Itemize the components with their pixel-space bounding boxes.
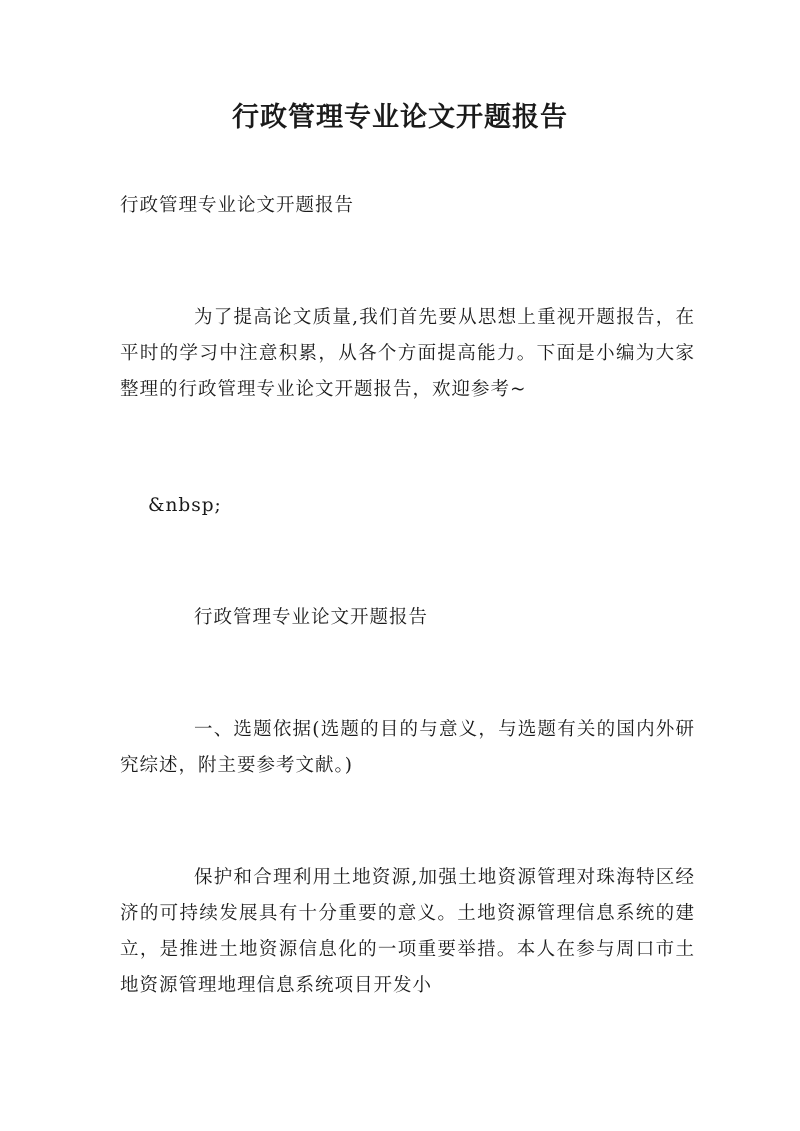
document-title: 行政管理专业论文开题报告 bbox=[232, 102, 568, 133]
intro-paragraph: 为了提高论文质量,我们首先要从思想上重视开题报告，在平时的学习中注意积累，从各个方面提高能力。下面是小编为大家整理的行政管理专业论文开题报告，欢迎参考~ bbox=[120, 307, 695, 400]
basis-paragraph: 一、选题依据(选题的目的与意义，与选题有关的国内外研究综述，附主要参考文献。) bbox=[120, 719, 695, 776]
document-subtitle: 行政管理专业论文开题报告 bbox=[120, 195, 355, 216]
nbsp-line: &nbsp; bbox=[148, 495, 222, 516]
body-paragraph: 保护和合理利用土地资源,加强土地资源管理对珠海特区经济的可持续发展具有十分重要的意义。土地资源管理信息系统的建立，是推进土地资源信息化的一项重要举措。本人在参与周口市土地资源管理地理信息系统项目开发小 bbox=[120, 867, 695, 996]
section-heading: 行政管理专业论文开题报告 bbox=[194, 607, 429, 628]
